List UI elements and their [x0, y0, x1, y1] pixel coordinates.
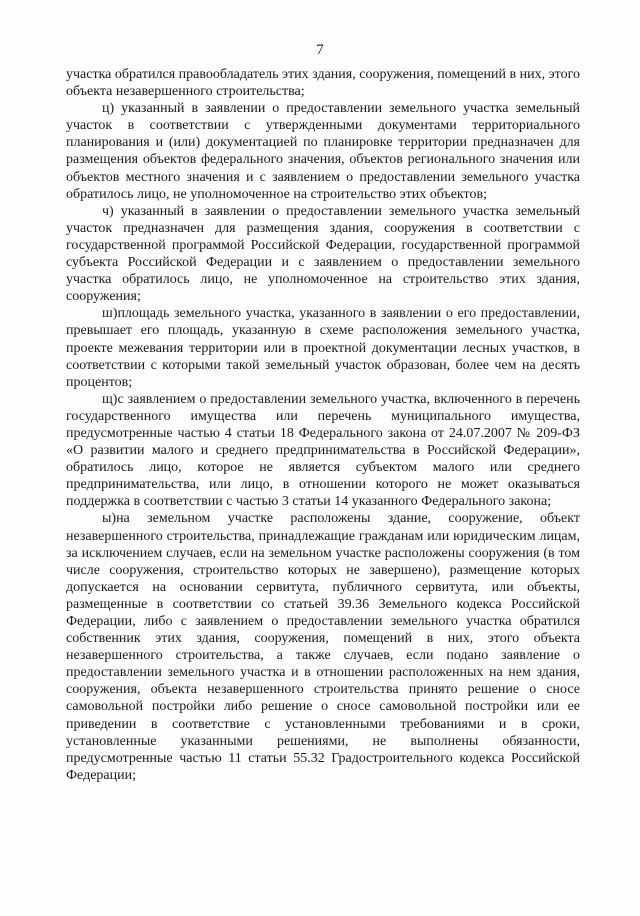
document-body: [66, 66, 580, 784]
paragraph-item-shch: щ)с заявлением о предоставлении земельного участка, включенного в перечень государственного имущества или перечень муниципального имущества, предусмотренные частью 4 статьи 18 Федерального закона от 24.07.2007 № 209-ФЗ «О развитии малого и среднего предпринимательства в Российской Федерации», обратилось лицо, которое не является субъектом малого или среднего предпринимательства, или лицо, в отношении которого не может оказываться поддержка в соответствии с частью 3 статьи 14 указанного Федерального закона;: [66, 391, 580, 510]
paragraph-item-ch: ч) указанный в заявлении о предоставлении земельного участка земельный участок предназначен для размещения здания, сооружения в соответствии с государственной программой Российской Федерации, государственной программой субъекта Российской Федерации и с заявлением о предоставлении земельного участка обратилось лицо, не уполномоченное на строительство этих здания, сооружения;: [66, 203, 580, 305]
paragraph-item-sh: ш)площадь земельного участка, указанного в заявлении о его предоставлении, превышает его площадь, указанную в схеме расположения земельного участка, проекте межевания территории или в проектной документации лесных участков, в соответствии с которыми такой земельный участок образован, более чем на десять процентов;: [66, 306, 580, 390]
paragraph-item-ts: ц) указанный в заявлении о предоставлении земельного участка земельный участок в соответствии с утвержденными документами территориального планирования и (или) документацией по планировке территории предназначен для размещения объектов федерального значения, объектов регионального значения или объектов местного значения и с заявлением о предоставлении земельного участка обратилось лицо, не уполномоченное на строительство этих объектов;: [66, 101, 580, 202]
page-number: 7: [316, 42, 324, 58]
paragraph-continuation: участка обратился правообладатель этих здания, сооружения, помещений в них, этого объекта незавершенного строительства;: [66, 67, 580, 100]
paragraph-item-y: ы)на земельном участке расположены здание, сооружение, объект незавершенного строительства, принадлежащие гражданам или юридическим лицам, за исключением случаев, если на земельном участке расположены сооружения (в том числе сооружения, строительство которых не завершено), размещение которых допускается на основании сервитута, публичного сервитута, или объекты, размещенные в соответствии со статьей 39.36 Земельного кодекса Российской Федерации, либо с заявлением о предоставлении земельного участка обратился собственник этих здания, сооружения, помещений в них, этого объекта незавершенного строительства, а также случаев, если подано заявление о предоставлении земельного участка и в отношении расположенных на нем здания, сооружения, объекта незавершенного строительства принято решение о сносе самовольной постройки либо решение о сносе самовольной постройки или ее приведении в соответствие с установленными требованиями и в сроки, установленные указанными решениями, не выполнены обязанности, предусмотренные частью 11 статьи 55.32 Градостроительного кодекса Российской Федерации;: [66, 511, 580, 783]
